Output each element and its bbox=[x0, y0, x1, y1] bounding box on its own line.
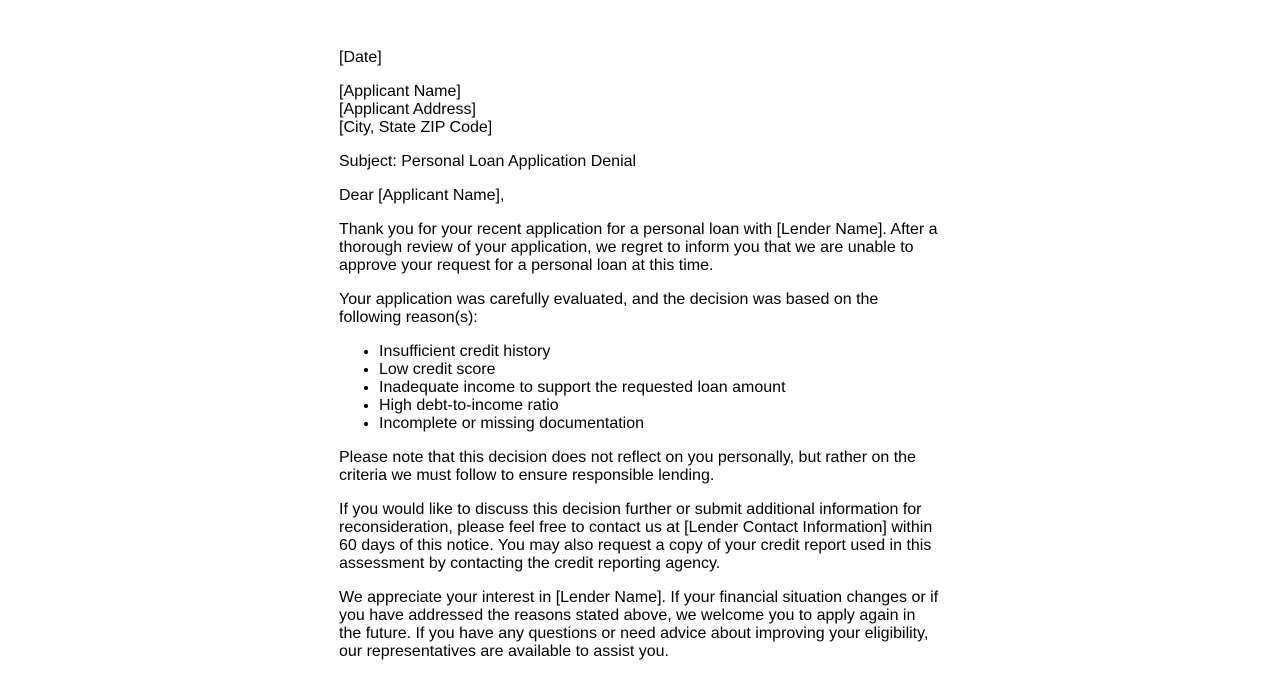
contact-paragraph: If you would like to discuss this decision further or submit additional information for reconsideration, please feel free to contact us at [Lender Contact Information] within 60 days of this notice. You may also request a copy of your credit report used in this assessment by contacting the credit reporting agency. bbox=[339, 501, 933, 572]
letter-body bbox=[339, 49, 941, 677]
recipient-street: [Applicant Address] bbox=[339, 101, 476, 118]
reason-item: • Incomplete or missing documentation bbox=[379, 415, 941, 433]
recipient-city: [City, State ZIP Code] bbox=[339, 119, 493, 136]
letter-salutation: Dear [Applicant Name], bbox=[339, 187, 505, 204]
letter-subject: Subject: Personal Loan Application Denial bbox=[339, 153, 637, 170]
reason-item: • Low credit score bbox=[379, 361, 941, 379]
closing-paragraph: We appreciate your interest in [Lender Name]. If your financial situation changes or if you have addressed the reasons stated above, we welcome you to apply again in the future. If you have any questions or need advice about improving your eligibility, our representatives are available to assist you. bbox=[339, 589, 939, 660]
reasons-list bbox=[339, 343, 941, 433]
recipient-name: [Applicant Name] bbox=[339, 83, 461, 100]
recipient-address bbox=[339, 83, 941, 137]
note-paragraph: Please note that this decision does not reflect on you personally, but rather on the criteria we must follow to ensure responsible lending. bbox=[339, 449, 916, 484]
reason-item: • Inadequate income to support the requested loan amount bbox=[379, 379, 941, 397]
letter-date: [Date] bbox=[339, 49, 382, 66]
intro-paragraph: Thank you for your recent application for a personal loan with [Lender Name]. After a thorough review of your application, we regret to inform you that we are unable to approve your request for a personal loan at this time. bbox=[339, 221, 938, 274]
reasons-intro-paragraph: Your application was carefully evaluated, and the decision was based on the following reason(s): bbox=[339, 291, 879, 326]
reason-item: • Insufficient credit history bbox=[379, 343, 941, 361]
reason-item: • High debt-to-income ratio bbox=[379, 397, 941, 415]
